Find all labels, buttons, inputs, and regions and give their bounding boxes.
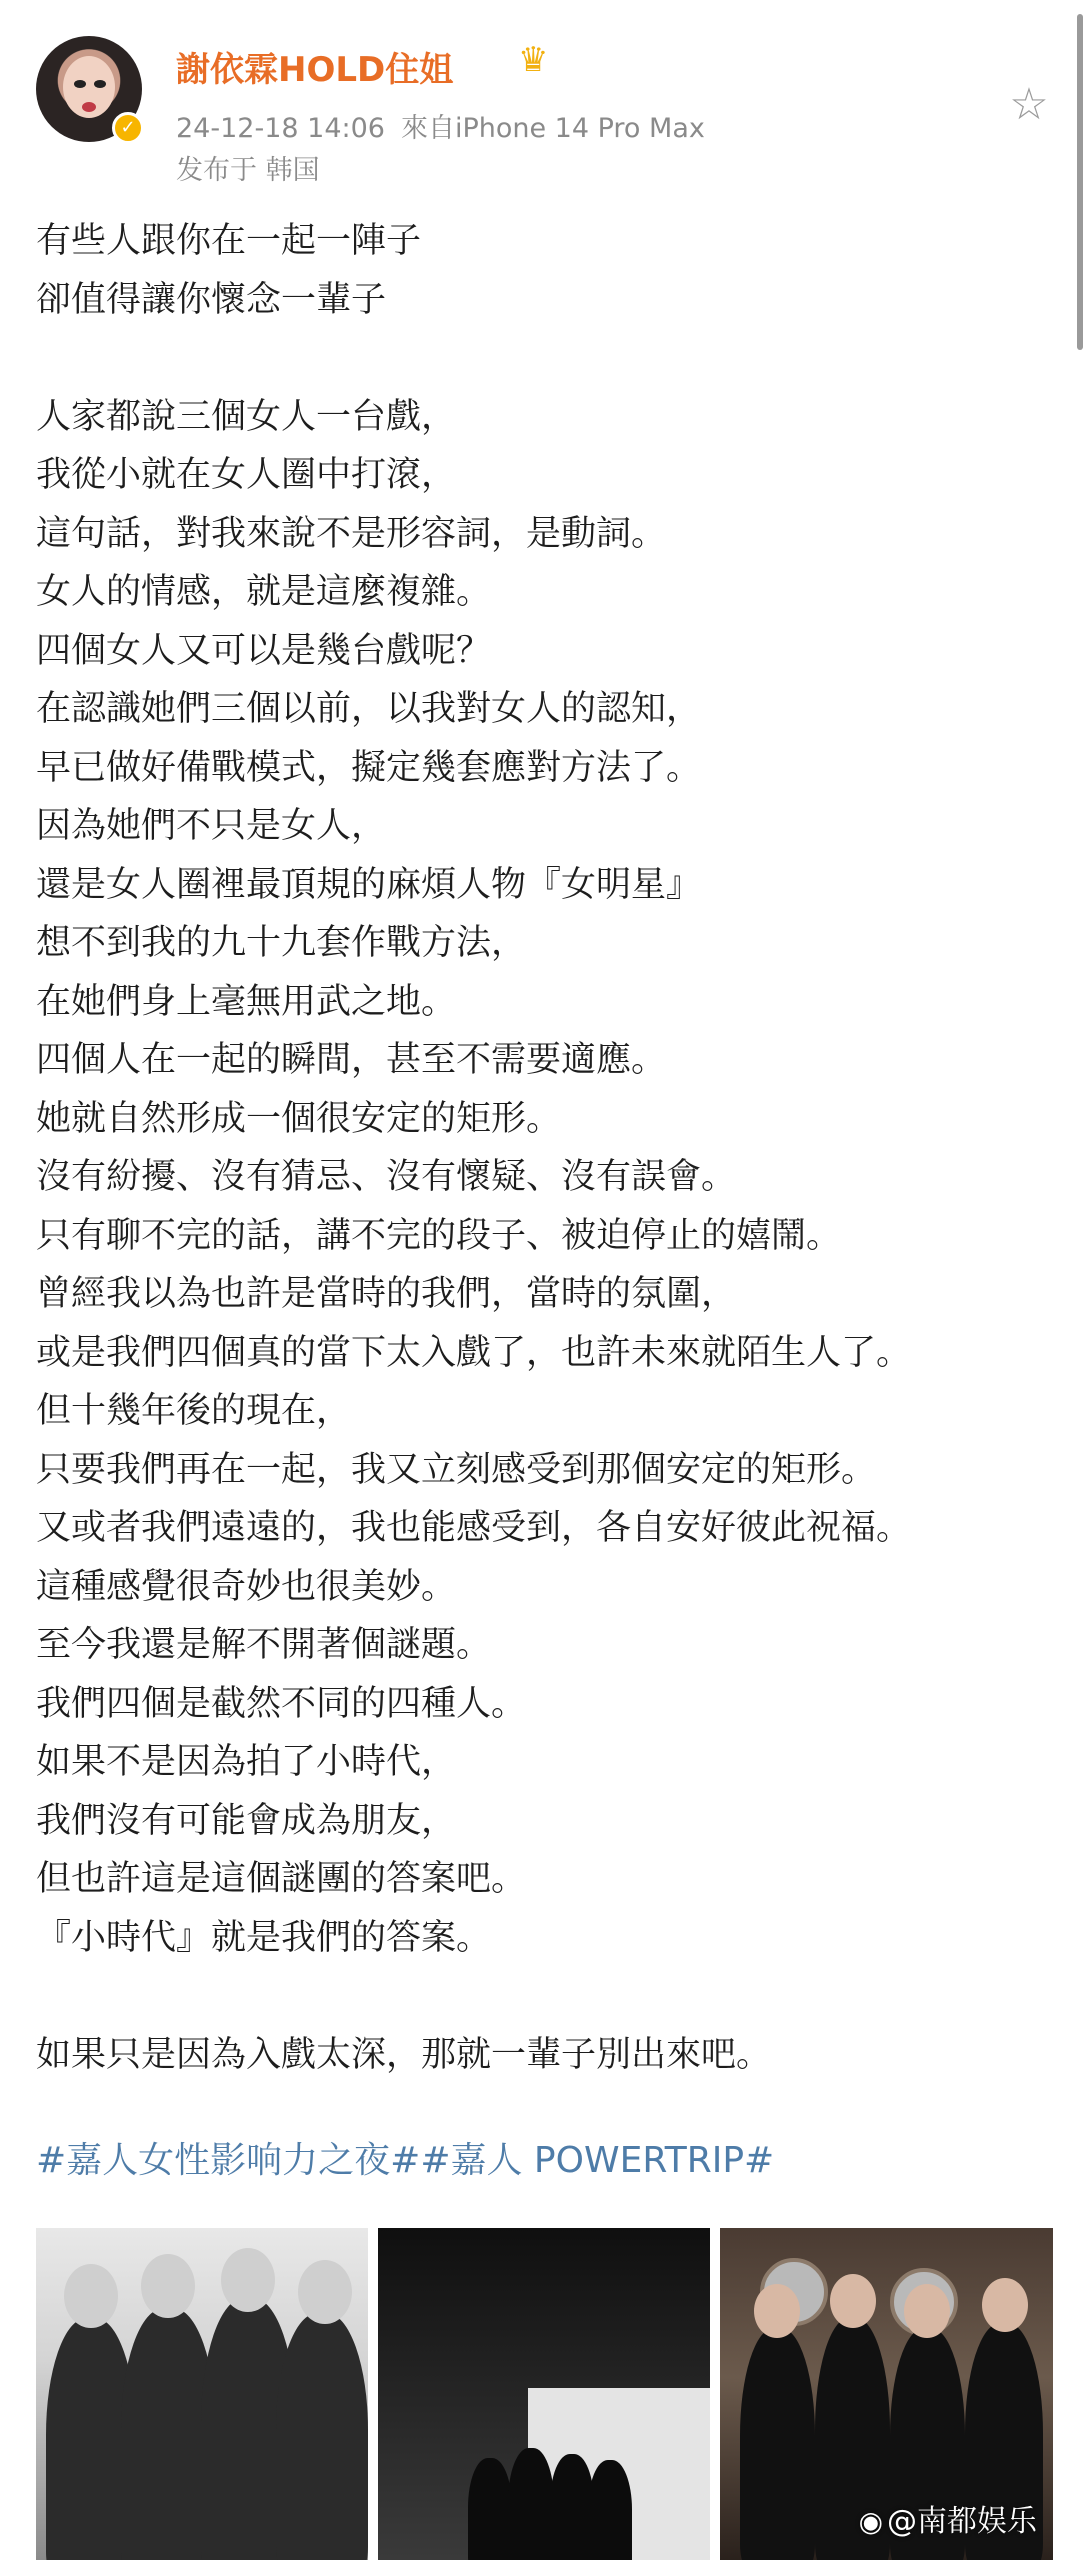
post-text-line: 在她們身上毫無用武之地。	[36, 981, 457, 1022]
post-text-line: 因為她們不只是女人，	[36, 806, 387, 846]
post-text-line: 有些人跟你在一起一陣子	[36, 221, 422, 261]
scrollbar[interactable]	[1077, 14, 1083, 350]
post-text-line: 沒有紛擾、沒有猜忌、沒有懷疑、沒有誤會。	[36, 1157, 737, 1197]
post-text-line: 還是女人圈裡最頂規的麻煩人物『女明星』	[36, 864, 702, 905]
post-photo-3[interactable]	[720, 2228, 1053, 2560]
avatar-mouth	[82, 102, 96, 112]
post-text-line: 我們四個是截然不同的四種人。	[36, 1683, 527, 1724]
post-text-line: 我從小就在女人圈中打滾，	[36, 455, 457, 495]
post-text-line: 只有聊不完的話，講不完的段子、被迫停止的嬉鬧。	[36, 1215, 842, 1256]
paragraph-gap	[36, 1967, 1046, 2026]
weibo-icon: ◉	[858, 2505, 883, 2538]
post-text-line: 卻值得讓你懷念一輩子	[36, 279, 387, 320]
post-text-line: 我們沒有可能會成為朋友，	[36, 1800, 457, 1841]
post-text-line: 如果不是因為拍了小時代，	[36, 1742, 457, 1782]
post-photo-2[interactable]	[378, 2228, 710, 2560]
post-text-line: 她就自然形成一個很安定的矩形。	[36, 1098, 562, 1139]
post-text-line: 曾經我以為也許是當時的我們，當時的氛圍，	[36, 1274, 737, 1314]
post-text-line: 但也許這是這個謎團的答案吧。	[36, 1859, 527, 1899]
post-text-line: 『小時代』就是我們的答案。	[36, 1917, 492, 1958]
post-text-line: 這句話，對我來說不是形容詞，是動詞。	[36, 513, 667, 554]
verified-badge-icon: ✓	[112, 112, 144, 144]
crown-icon: ♛	[518, 40, 549, 80]
post-photo-1[interactable]	[36, 2228, 368, 2560]
post-text-line: 如果只是因為入戲太深，那就一輩子別出來吧。	[36, 2034, 772, 2075]
post-header	[36, 36, 1049, 186]
post-text-line: 在認識她們三個以前，以我對女人的認知，	[36, 689, 702, 729]
post-text-line: 這種感覺很奇妙也很美妙。	[36, 1566, 457, 1607]
avatar-eye	[94, 80, 106, 88]
avatar-eye	[74, 80, 86, 88]
post-text	[36, 212, 1046, 2084]
hashtag-links[interactable]: #嘉人女性影响力之夜##嘉人 POWERTRIP#	[36, 2140, 775, 2181]
post-text-line: 四個女人又可以是幾台戲呢？	[36, 630, 492, 671]
post-source: 來自iPhone 14 Pro Max	[400, 113, 705, 144]
post-text-line: 四個人在一起的瞬間，甚至不需要適應。	[36, 1040, 667, 1080]
watermark-text: @南都娱乐	[887, 2504, 1037, 2539]
post-meta	[176, 106, 705, 145]
paragraph-gap	[36, 329, 1046, 388]
post-text-line: 至今我還是解不開著個謎題。	[36, 1625, 492, 1665]
post-text-line: 早已做好備戰模式，擬定幾套應對方法了。	[36, 747, 702, 788]
post-location: 发布于 韩国	[176, 155, 320, 186]
post-text-line: 只要我們再在一起，我又立刻感受到那個安定的矩形。	[36, 1449, 877, 1490]
post-text-line: 人家都說三個女人一台戲，	[36, 396, 457, 437]
author-name[interactable]: 謝依霖HOLD住姐	[176, 50, 454, 90]
post-text-line: 但十幾年後的現在，	[36, 1391, 352, 1431]
post-text-line: 或是我們四個真的當下太入戲了，也許未來就陌生人了。	[36, 1332, 912, 1373]
star-icon[interactable]: ☆	[1009, 79, 1049, 130]
post-timestamp: 24-12-18 14:06	[176, 113, 385, 144]
watermark	[859, 2496, 1037, 2540]
post-text-line: 想不到我的九十九套作戰方法，	[36, 923, 527, 963]
post-text-line: 女人的情感，就是這麼複雜。	[36, 572, 492, 612]
post-text-line: 又或者我們遠遠的，我也能感受到，各自安好彼此祝福。	[36, 1508, 912, 1548]
